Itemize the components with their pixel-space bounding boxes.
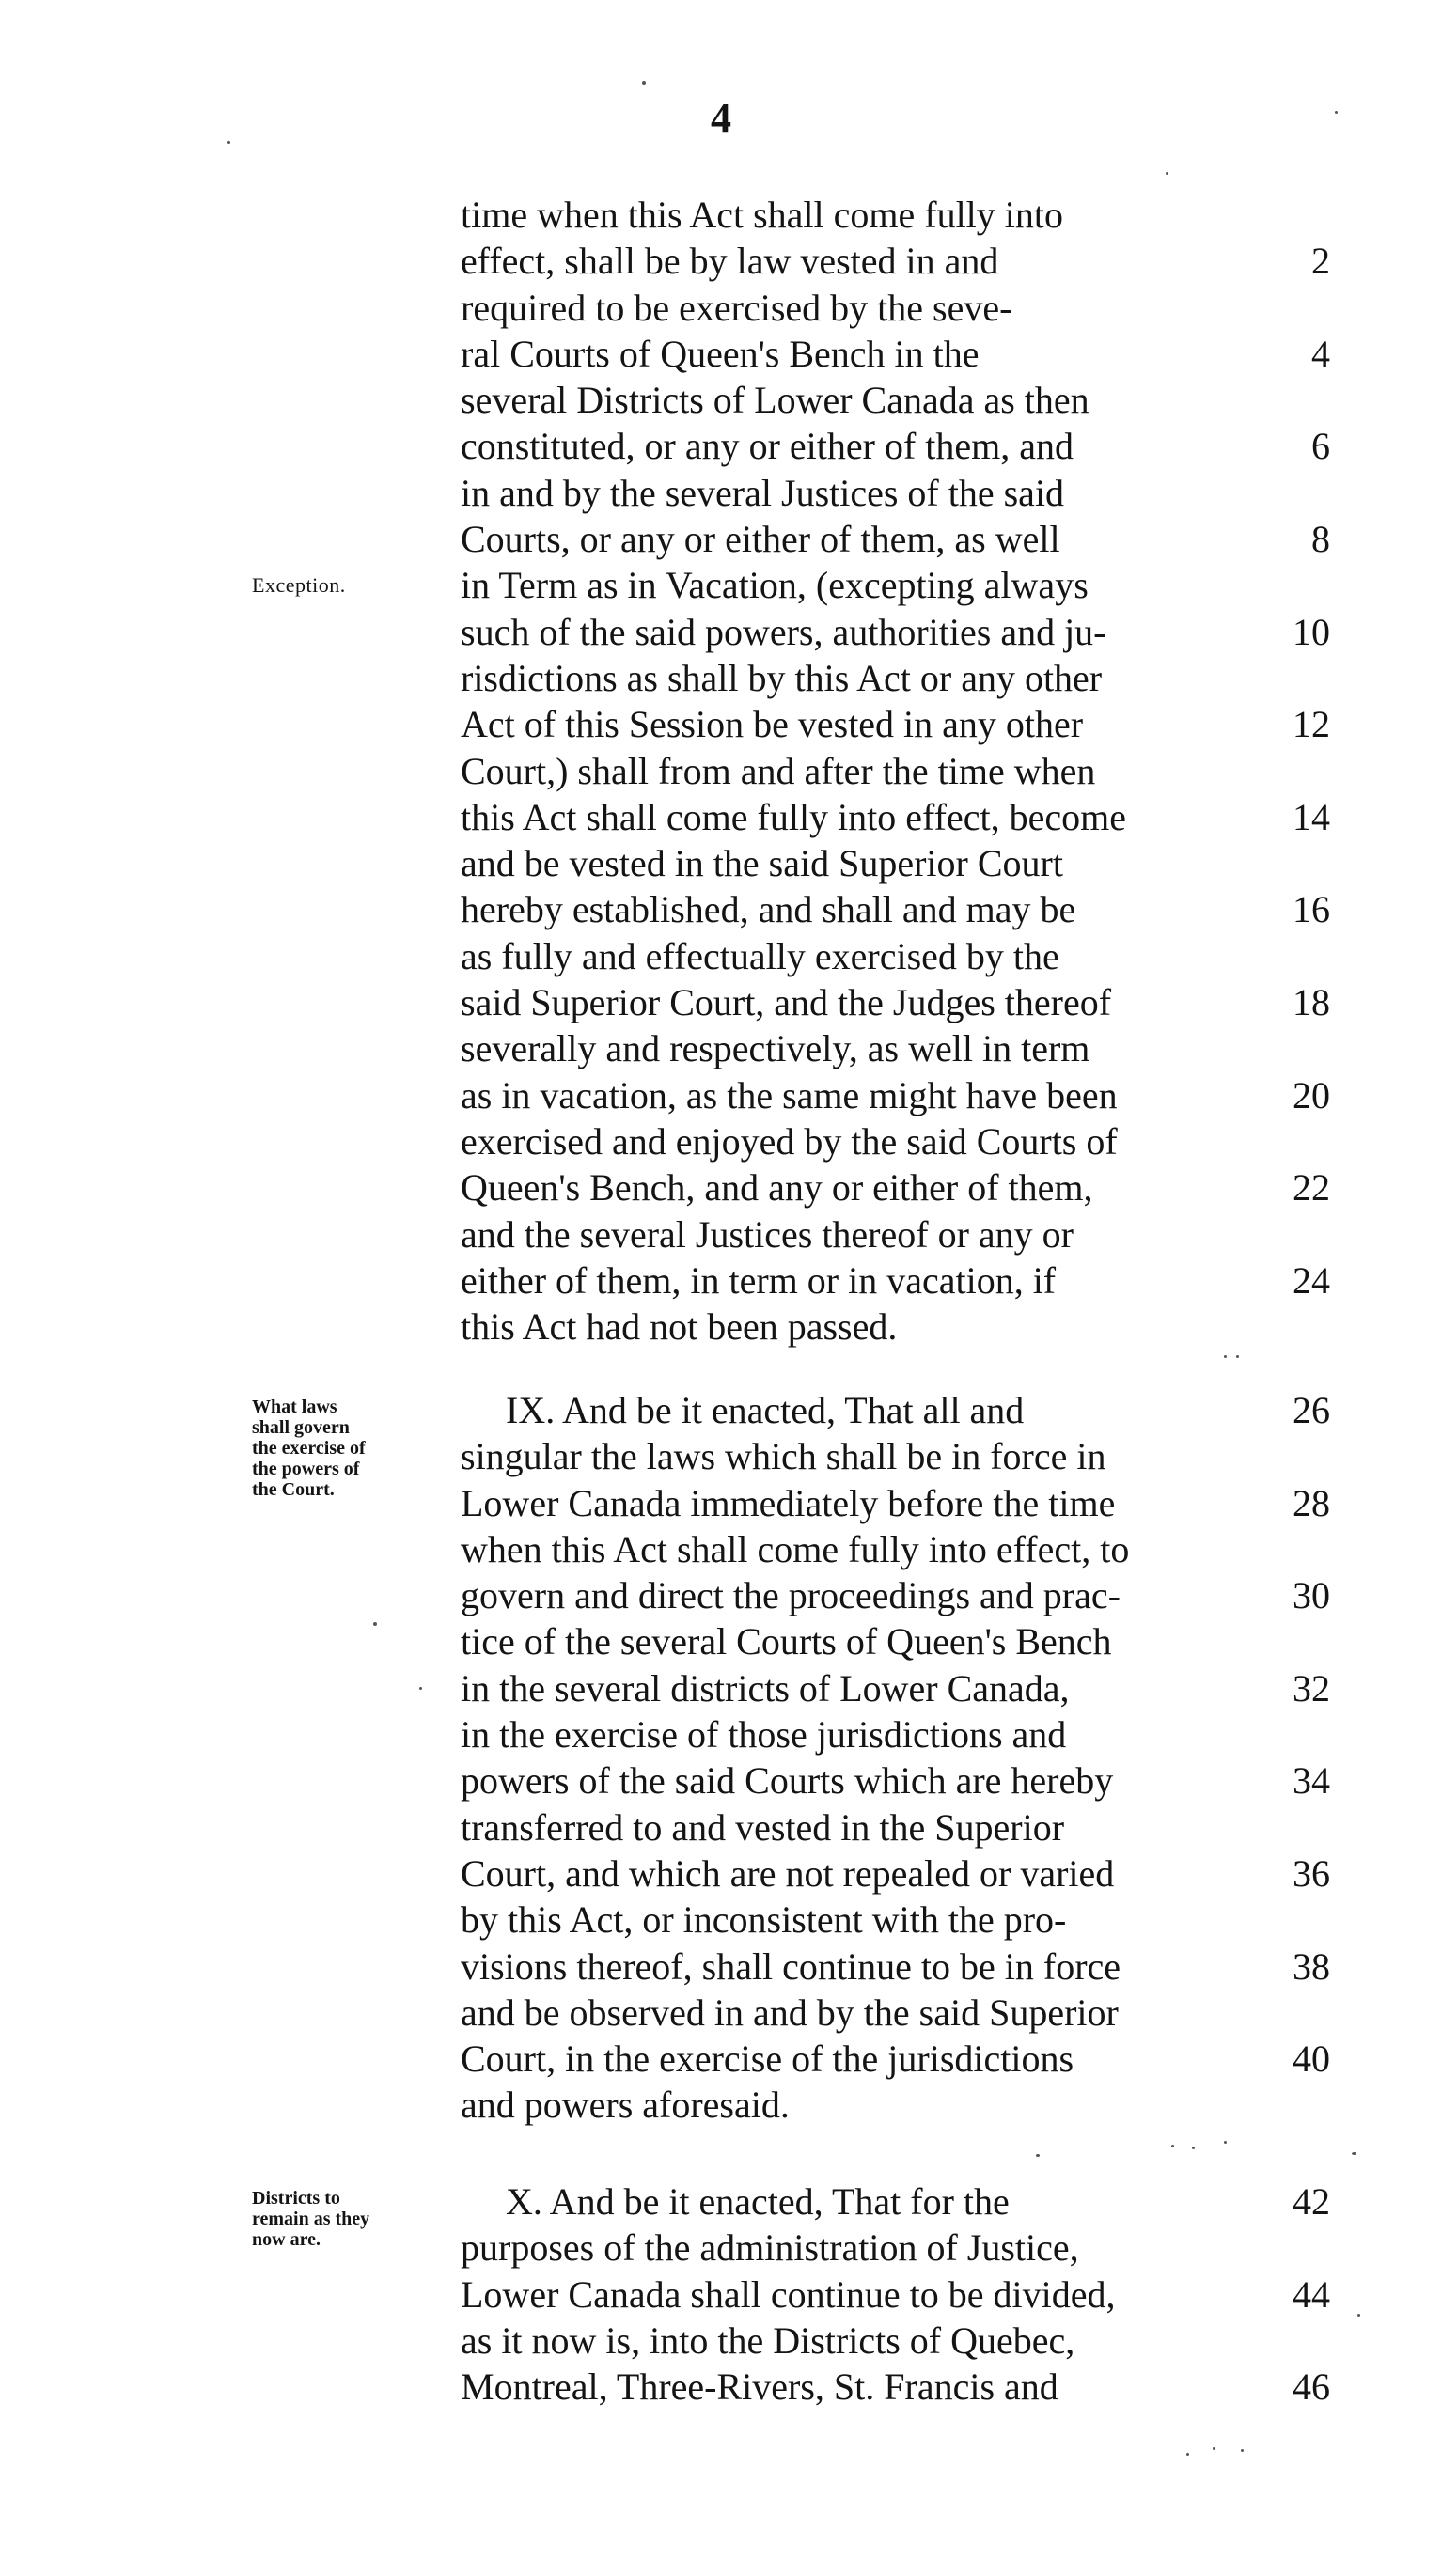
scan-speck bbox=[1352, 2152, 1356, 2155]
line-text: and be observed in and by the said Superior bbox=[461, 1991, 1119, 2034]
line-text: either of them, in term or in vacation, if bbox=[461, 1258, 1057, 1302]
line-number: 12 bbox=[1293, 703, 1330, 746]
text-line bbox=[461, 1990, 1330, 2036]
line-number: 18 bbox=[1293, 981, 1330, 1024]
line-text: by this Act, or inconsistent with the pro- bbox=[461, 1898, 1067, 1942]
text-line bbox=[461, 2318, 1330, 2364]
text-line bbox=[461, 1944, 1330, 1990]
scan-speck bbox=[419, 1687, 422, 1690]
line-text: visions thereof, shall continue to be in force bbox=[461, 1944, 1121, 1988]
line-text: required to be exercised by the seve- bbox=[461, 286, 1012, 329]
scan-speck bbox=[1224, 2141, 1227, 2144]
line-text: effect, shall be by law vested in and bbox=[461, 240, 999, 283]
margin-note-line: What laws bbox=[252, 1397, 337, 1417]
line-number: 42 bbox=[1293, 2180, 1330, 2223]
line-text: powers of the said Courts which are hereby bbox=[461, 1759, 1114, 1803]
text-line bbox=[461, 609, 1330, 655]
margin-note-line: the powers of bbox=[252, 1459, 360, 1479]
scan-speck bbox=[1357, 2314, 1360, 2317]
line-text: constituted, or any or either of them, and bbox=[461, 425, 1074, 468]
scan-speck bbox=[1241, 2449, 1244, 2452]
scan-speck bbox=[642, 81, 646, 85]
line-number: 40 bbox=[1293, 2037, 1330, 2081]
line-text: in and by the several Justices of the said bbox=[461, 471, 1065, 514]
line-text: Lower Canada shall continue to be divided, bbox=[461, 2272, 1116, 2316]
text-line bbox=[461, 2225, 1330, 2271]
line-number: 14 bbox=[1293, 795, 1330, 838]
margin-note-what-laws bbox=[252, 1397, 449, 1500]
line-text: and be vested in the said Superior Court bbox=[461, 842, 1063, 885]
line-number: 46 bbox=[1293, 2365, 1330, 2409]
line-text: time when this Act shall come fully into bbox=[461, 194, 1064, 236]
line-number: 16 bbox=[1293, 888, 1330, 931]
text-line bbox=[461, 2178, 1330, 2225]
text-line bbox=[461, 1618, 1330, 1664]
margin-note-line: now are. bbox=[252, 2229, 321, 2250]
line-text: Montreal, Three-Rivers, St. Francis and bbox=[461, 2365, 1058, 2409]
scan-speck bbox=[1213, 2447, 1215, 2450]
margin-note-line: Exception. bbox=[252, 573, 346, 597]
text-line bbox=[461, 1304, 1330, 1350]
text-line bbox=[461, 979, 1330, 1025]
text-line bbox=[461, 701, 1330, 747]
text-line bbox=[461, 840, 1330, 886]
text-line bbox=[461, 2364, 1330, 2410]
line-text: such of the said powers, authorities and ju- bbox=[461, 610, 1106, 653]
line-text: ral Courts of Queen's Bench in the bbox=[461, 332, 980, 375]
margin-note-line: Districts to bbox=[252, 2188, 340, 2209]
margin-note-line: shall govern bbox=[252, 1417, 350, 1438]
line-number: 30 bbox=[1293, 1574, 1330, 1617]
scan-speck bbox=[373, 1622, 377, 1626]
text-line bbox=[461, 1526, 1330, 1572]
scan-speck bbox=[1192, 2147, 1195, 2149]
line-number: 6 bbox=[1311, 425, 1330, 468]
line-text: Court,) shall from and after the time when bbox=[461, 749, 1096, 792]
text-line bbox=[461, 1480, 1330, 1526]
text-line bbox=[461, 1164, 1330, 1210]
line-text: and powers aforesaid. bbox=[461, 2084, 790, 2127]
text-line bbox=[461, 1711, 1330, 1757]
text-line bbox=[461, 470, 1330, 516]
text-line bbox=[461, 238, 1330, 284]
margin-note-line: remain as they bbox=[252, 2209, 370, 2229]
line-number: 20 bbox=[1293, 1073, 1330, 1116]
text-line bbox=[461, 1211, 1330, 1257]
line-text: when this Act shall come fully into effect, to bbox=[461, 1527, 1130, 1570]
text-line bbox=[461, 933, 1330, 979]
line-text: hereby established, and shall and may be bbox=[461, 888, 1076, 931]
line-text: in the several districts of Lower Canada, bbox=[461, 1666, 1070, 1710]
line-text: risdictions as shall by this Act or any other bbox=[461, 656, 1103, 699]
line-text: Queen's Bench, and any or either of them, bbox=[461, 1166, 1093, 1210]
text-line bbox=[461, 331, 1330, 377]
text-line bbox=[461, 2272, 1330, 2318]
section-x bbox=[461, 2178, 1330, 2410]
text-line bbox=[461, 748, 1330, 794]
scan-speck bbox=[1036, 2154, 1040, 2157]
section-ix bbox=[461, 1387, 1330, 2129]
line-text: in the exercise of those jurisdictions and bbox=[461, 1713, 1067, 1756]
line-text: this Act shall come fully into effect, become bbox=[461, 795, 1126, 838]
text-line bbox=[461, 2036, 1330, 2082]
line-number: 2 bbox=[1311, 240, 1330, 283]
line-number: 24 bbox=[1293, 1258, 1330, 1302]
text-line bbox=[461, 1387, 1330, 1433]
page-number: 4 bbox=[711, 95, 731, 141]
line-text: exercised and enjoyed by the said Courts of bbox=[461, 1119, 1118, 1163]
line-text: as it now is, into the Districts of Quebec, bbox=[461, 2318, 1075, 2362]
margin-note-line: the exercise of bbox=[252, 1438, 366, 1459]
text-line bbox=[461, 1118, 1330, 1164]
text-line bbox=[461, 1757, 1330, 1803]
line-number: 34 bbox=[1293, 1759, 1330, 1803]
text-line bbox=[461, 192, 1330, 238]
line-text: X. And be it enacted, That for the bbox=[506, 2180, 1010, 2223]
line-text: as fully and effectually exercised by the bbox=[461, 934, 1059, 977]
line-text: severally and respectively, as well in term bbox=[461, 1027, 1090, 1070]
paragraph-continuation bbox=[461, 192, 1330, 1350]
line-text: tice of the several Courts of Queen's Bench bbox=[461, 1620, 1112, 1663]
line-number: 32 bbox=[1293, 1666, 1330, 1710]
line-text: IX. And be it enacted, That all and bbox=[506, 1389, 1025, 1431]
text-line bbox=[461, 1850, 1330, 1897]
line-text: Act of this Session be vested in any other bbox=[461, 703, 1084, 746]
text-line bbox=[461, 886, 1330, 932]
margin-note-exception bbox=[252, 575, 449, 596]
line-number: 44 bbox=[1293, 2272, 1330, 2316]
text-line bbox=[461, 562, 1330, 608]
line-number: 36 bbox=[1293, 1851, 1330, 1895]
line-text: Lower Canada immediately before the time bbox=[461, 1481, 1116, 1524]
text-line bbox=[461, 1665, 1330, 1711]
line-text: in Term as in Vacation, (excepting always bbox=[461, 564, 1089, 607]
line-text: Court, and which are not repealed or varied bbox=[461, 1851, 1115, 1895]
text-line bbox=[461, 423, 1330, 469]
line-text: Courts, or any or either of them, as well bbox=[461, 518, 1060, 561]
margin-note-districts bbox=[252, 2188, 449, 2250]
line-number: 22 bbox=[1293, 1166, 1330, 1210]
text-line bbox=[461, 1257, 1330, 1304]
text-line bbox=[461, 1025, 1330, 1071]
text-line bbox=[461, 285, 1330, 331]
scan-speck bbox=[1171, 2145, 1174, 2147]
scan-speck bbox=[1166, 172, 1168, 175]
line-text: said Superior Court, and the Judges thereof bbox=[461, 981, 1112, 1024]
text-line bbox=[461, 377, 1330, 423]
line-number: 38 bbox=[1293, 1944, 1330, 1988]
text-line bbox=[461, 1072, 1330, 1118]
scan-speck bbox=[1224, 1355, 1227, 1358]
scan-speck bbox=[227, 141, 230, 144]
line-number: 10 bbox=[1293, 610, 1330, 653]
margin-note-line: the Court. bbox=[252, 1479, 335, 1500]
line-text: and the several Justices thereof or any or bbox=[461, 1212, 1074, 1256]
line-text: several Districts of Lower Canada as then bbox=[461, 379, 1089, 422]
line-number: 4 bbox=[1311, 332, 1330, 375]
line-number: 8 bbox=[1311, 518, 1330, 561]
text-line bbox=[461, 655, 1330, 701]
text-line bbox=[461, 1572, 1330, 1618]
text-line bbox=[461, 1804, 1330, 1850]
line-text: transferred to and vested in the Superior bbox=[461, 1805, 1065, 1849]
text-line bbox=[461, 794, 1330, 840]
text-line bbox=[461, 2082, 1330, 2128]
line-text: Court, in the exercise of the jurisdictions bbox=[461, 2037, 1074, 2081]
line-number: 26 bbox=[1293, 1389, 1330, 1431]
scan-speck bbox=[1335, 111, 1338, 114]
line-text: govern and direct the proceedings and prac- bbox=[461, 1574, 1121, 1617]
text-line bbox=[461, 1433, 1330, 1479]
line-text: as in vacation, as the same might have been bbox=[461, 1073, 1118, 1116]
scan-speck bbox=[1186, 2453, 1189, 2456]
line-text: purposes of the administration of Justice, bbox=[461, 2226, 1079, 2270]
line-text: this Act had not been passed. bbox=[461, 1305, 898, 1349]
line-number: 28 bbox=[1293, 1481, 1330, 1524]
scan-speck bbox=[1236, 1355, 1239, 1358]
text-line bbox=[461, 516, 1330, 562]
line-text: singular the laws which shall be in force in bbox=[461, 1435, 1106, 1478]
text-line bbox=[461, 1897, 1330, 1943]
